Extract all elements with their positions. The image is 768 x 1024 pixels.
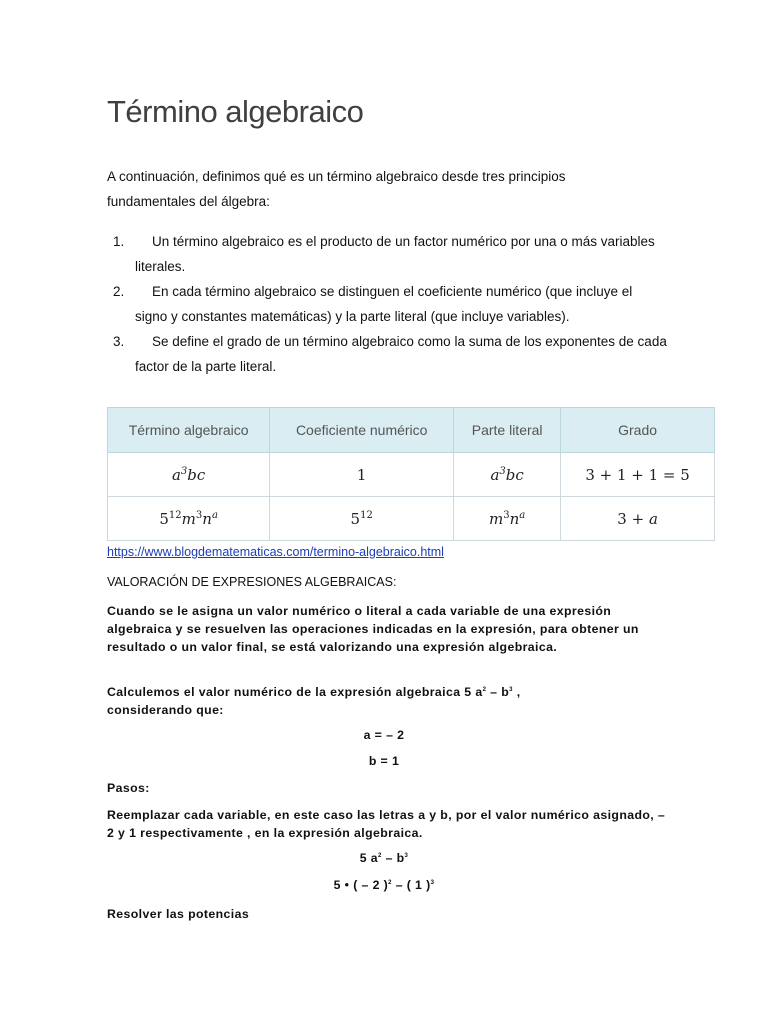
text-run: 5 • ( – 2 ) <box>333 878 389 892</box>
value-a: a = – 2 <box>363 728 405 742</box>
source-link[interactable]: https://www.blogdematematicas.com/termino-algebraico.html <box>107 545 444 559</box>
math-exp: a <box>211 509 218 521</box>
exponent: 3 <box>509 687 513 693</box>
page-title: Término algebraico <box>107 94 364 129</box>
list-number: 1. <box>113 234 125 249</box>
exponent: 2 <box>482 687 487 693</box>
table-header-row <box>108 408 715 453</box>
exponent: 2 <box>388 879 392 886</box>
paragraph-replace: Reemplazar cada variable, en este caso las letras a y b, por el valor numérico asignado, – 2 y 1 respectivamente , en la expresión algebraica. <box>107 808 666 840</box>
table-cell <box>454 453 561 497</box>
list-text: Un término algebraico es el producto de un factor numérico por una o más variables literales. <box>135 234 655 274</box>
math-exp: 3 <box>195 509 203 521</box>
table-cell <box>108 453 270 497</box>
table-cell: 1 <box>270 453 454 497</box>
table-cell: 3 + 1 + 1 = 5 <box>561 453 715 497</box>
exponent: 3 <box>430 879 435 886</box>
text-run: 5 a <box>359 851 378 865</box>
text-run: Calculemos el valor numérico de la expresión algebraica 5 a <box>107 685 483 700</box>
text-run: – b <box>381 851 405 865</box>
list-item <box>107 229 667 279</box>
table-header: Parte literal <box>454 408 561 453</box>
section-heading: VALORACIÓN DE EXPRESIONES ALGEBRAICAS: <box>107 575 397 589</box>
table-row <box>108 453 715 497</box>
definition-list <box>107 229 667 379</box>
text-run: – ( 1 ) <box>391 878 431 892</box>
math-var: m <box>489 509 504 528</box>
table-cell <box>108 497 270 541</box>
math-exp: 3 <box>499 465 506 477</box>
exponent: 2 <box>378 852 382 859</box>
expression-substituted <box>0 878 768 892</box>
list-text: En cada término algebraico se distinguen el coeficiente numérico (que incluye el signo y constantes matemáticas) y la parte literal (que incluye variables). <box>135 284 633 324</box>
value-b: b = 1 <box>368 754 400 768</box>
exponent: 3 <box>404 852 409 859</box>
list-number: 2. <box>113 284 125 299</box>
table-cell <box>561 497 715 541</box>
math-var: a <box>171 465 181 484</box>
text-run: , <box>512 685 521 700</box>
math-num: 5 <box>159 509 169 528</box>
intro-paragraph: A continuación, definimos qué es un término algebraico desde tres principios fundamentales del álgebra: <box>107 169 566 209</box>
math-var: a <box>648 509 658 528</box>
math-exp: a <box>519 509 526 521</box>
text-run: – b <box>486 685 510 700</box>
list-item <box>107 329 667 379</box>
math-num: 5 <box>350 509 361 528</box>
math-var: n <box>202 509 212 528</box>
math-var: m <box>181 509 196 528</box>
resolver-heading: Resolver las potencias <box>107 907 250 921</box>
table-cell <box>270 497 454 541</box>
paragraph-valorization: Cuando se le asigna un valor numérico o literal a cada variable de una expresión algebraica y se resuelven las operaciones indicadas en la expresión, para obtener un resultado o un valor final, se está valorizando una expresión algebraica. <box>107 604 639 654</box>
algebraic-term-table <box>107 407 715 541</box>
math-exp: 3 <box>503 509 510 521</box>
table-cell <box>454 497 561 541</box>
steps-heading: Pasos: <box>107 781 150 795</box>
math-var: n <box>509 509 520 528</box>
math-var: bc <box>187 465 206 484</box>
math-var: bc <box>505 465 524 484</box>
math-num: 3 + <box>617 509 649 528</box>
list-text: Se define el grado de un término algebraico como la suma de los exponentes de cada factor de la parte literal. <box>135 334 667 374</box>
list-number: 3. <box>113 334 125 349</box>
table-header: Coeficiente numérico <box>270 408 454 453</box>
table-header: Grado <box>561 408 715 453</box>
math-exp: 3 <box>180 465 188 477</box>
list-item <box>107 279 667 329</box>
math-exp: 12 <box>168 509 182 521</box>
math-var: a <box>490 465 500 484</box>
expression-original <box>0 851 768 865</box>
math-exp: 12 <box>360 509 373 521</box>
table-header: Término algebraico <box>108 408 270 453</box>
text-run: considerando que: <box>107 703 224 718</box>
table-row <box>108 497 715 541</box>
paragraph-calculate <box>107 681 667 719</box>
